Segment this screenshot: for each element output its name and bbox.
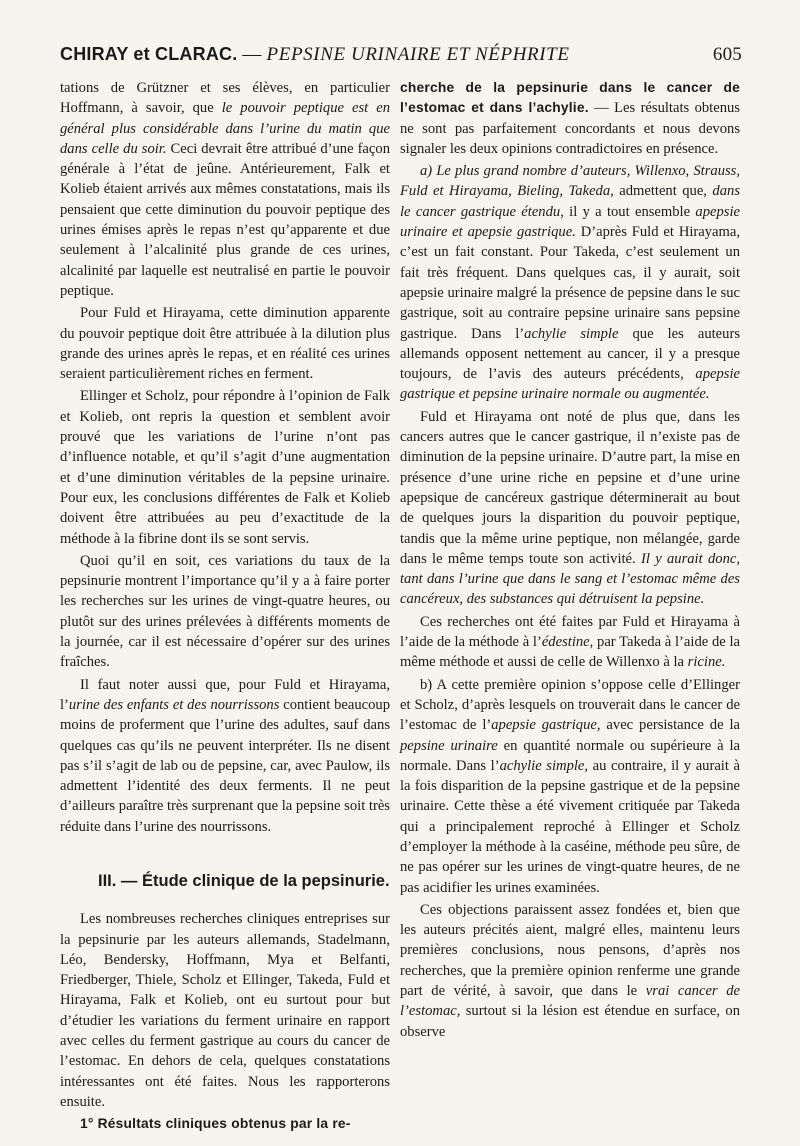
- paragraph: Ces recherches ont été faites par Fuld et Hirayama à l’aide de la méthode à l’édestine, par Takeda à l’aide de la même méthode et aussi de celle de Willenxo à la ricine.: [400, 613, 740, 671]
- paragraph: Ces objections paraissent assez fondées et, bien que les auteurs précités aient, malgré elles, maintenu leurs premières conclusions, nous pensons, d’après nos recherches, que la première opinion renferme une grande part de vérité, à savoir, que dans le vrai cancer de l’estomac, surtout si la lésion est étendue en surface, on observe: [400, 901, 740, 1040]
- subsection-lead: 1° Résultats cliniques obtenus par la re-: [80, 1116, 351, 1132]
- paragraph: Fuld et Hirayama ont noté de plus que, dans les cancers autres que le cancer gastrique, il n’existe pas de diminution de la pepsine urinaire. D’autre part, la mise en présence d’une urine riche en pepsine et d’une urine apepsique de cancéreux gastrique déterminerait au bout de quelques jours la disparition du pouvoir peptique, tandis que la même urine peptique, non mélangée, garde dans le même temps toute son activité. Il y aurait donc, tant dans l’urine que dans le sang et l’estomac même des cancéreux, des substances qui détruisent la pepsine.: [400, 408, 740, 608]
- paragraph: cherche de la pepsinurie dans le cancer de l’estomac et dans l’achylie. — Les résultats obtenus ne sont pas parfaitement concordants et nous devons signaler les deux opinions contradictoires en présence.: [400, 80, 740, 157]
- header-dash: —: [237, 44, 267, 65]
- left-column: [60, 78, 390, 1135]
- paragraph: Quoi qu’il en soit, ces variations du taux de la pepsinurie montrent l’importance qu’il y a à faire porter les recherches sur les urines de vingt-quatre heures, ou plutôt sur des urines prélevées à différents moments de la journée, car il est nécessaire d’opérer sur des urines fraîches.: [60, 552, 390, 671]
- paragraph: Les nombreuses recherches cliniques entreprises sur la pepsinurie par les auteurs allemands, Stadelmann, Léo, Bendersky, Hoffmann, Mya et Belfanti, Friedberger, Thiele, Scholz et Ellinger, Takeda, Fuld et Hirayama, Falk et Kolieb, ont eu surtout pour but d’étudier les variations du ferment urinaire en rapport avec celles du ferment gastrique au cours du cancer de l’estomac. En dehors de cela, quelques constatations intéressantes ont été faites. Nous les rapporterons ensuite.: [60, 911, 390, 1110]
- paragraph: Ellinger et Scholz, pour répondre à l’opinion de Falk et Kolieb, ont repris la question et semblent avoir prouvé que les variations de l’urine n’ont pas d’influence notable, et qu’il s’agit d’une augmentation et d’une diminution véritables de la pepsine urinaire. Pour eux, les conclusions différentes de Falk et Kolieb doivent être attribuées au peu d’exactitude de la méthode à la fibrine dont ils se sont servis.: [60, 388, 390, 547]
- page-number: 605: [712, 44, 742, 65]
- section-heading: III. — Étude clinique de la pepsinurie.: [98, 871, 390, 890]
- paragraph: Pour Fuld et Hirayama, cette diminution apparente du pouvoir peptique doit être attribuée à la dilution plus grande des urines après le repas, et en réalité ces urines seraient particulièrement riches en ferment.: [60, 305, 390, 383]
- paragraph: b) A cette première opinion s’oppose celle d’Ellinger et Scholz, d’après lesquels on trouverait dans le cancer de l’estomac de l’apepsie gastrique, avec persistance de la pepsine urinaire en quantité normale ou supérieure à la normale. Dans l’achylie simple, au contraire, il y aurait à la fois disparition de la pepsine gastrique et de la pepsine urinaire. Cette thèse a été vivement critiquée par Takeda qui a principalement reproché à Ellinger et Scholz d’employer la méthode à la caséine, méthode peu sûre, de ne pas opérer sur les urines de vingt-quatre heures, de ne pas acidifier les urines examinées.: [400, 676, 741, 896]
- paragraph: tations de Grützner et ses élèves, en particulier Hoffmann, à savoir, que le pouvoir peptique est en général plus considérable dans l’urine du matin que dans celle du soir. Ceci devrait être attribué d’une façon générale à l’état de jeûne. Antérieurement, Falk et Kolieb étaient arrivés aux mêmes constatations, mais ils pensaient que cette diminution du pouvoir peptique des urines émises après le repas n’est qu’apparente et due seulement à l’alcalinité plus grande de ces urines, alcalinité par laquelle est neutralisé en partie le pouvoir peptique.: [60, 80, 390, 299]
- right-column: [400, 78, 740, 1042]
- header-authors: CHIRAY et CLARAC.: [60, 44, 238, 64]
- header-title: PEPSINE URINAIRE ET NÉPHRITE: [266, 44, 570, 65]
- running-header: [60, 44, 742, 74]
- paragraph: a) Le plus grand nombre d’auteurs, Willenxo, Strauss, Fuld et Hirayama, Bieling, Takeda, admettent que, dans le cancer gastrique étendu, il y a tout ensemble apepsie urinaire et apepsie gastrique. D’après Fuld et Hirayama, c’est un fait constant. Pour Takeda, c’est seulement un fait très fréquent. Dans quelques cas, il y aurait, soit apepsie urinaire malgré la présence de pepsine dans le suc gastrique, soit au contraire pepsine urinaire sans pepsine gastrique. Dans l’achylie simple que les auteurs allemands opposent nettement au cancer, il y a presque toujours, de l’avis des auteurs précédents, apepsie gastrique et pepsine urinaire normale ou augmentée.: [400, 163, 741, 403]
- paragraph: Il faut noter aussi que, pour Fuld et Hirayama, l’urine des enfants et des nourrissons contient beaucoup moins de proferment que l’urine des adultes, sauf dans quelques cas qu’ils ne peuvent interpréter. Ils ne disent pas s’il s’agit de lab ou de pepsine, car, avec Paulow, ils admettent l’identité des deux ferments. Il ne peut d’ailleurs paraître très surprenant que la pepsine soit très réduite dans l’urine des nourrissons.: [60, 676, 390, 835]
